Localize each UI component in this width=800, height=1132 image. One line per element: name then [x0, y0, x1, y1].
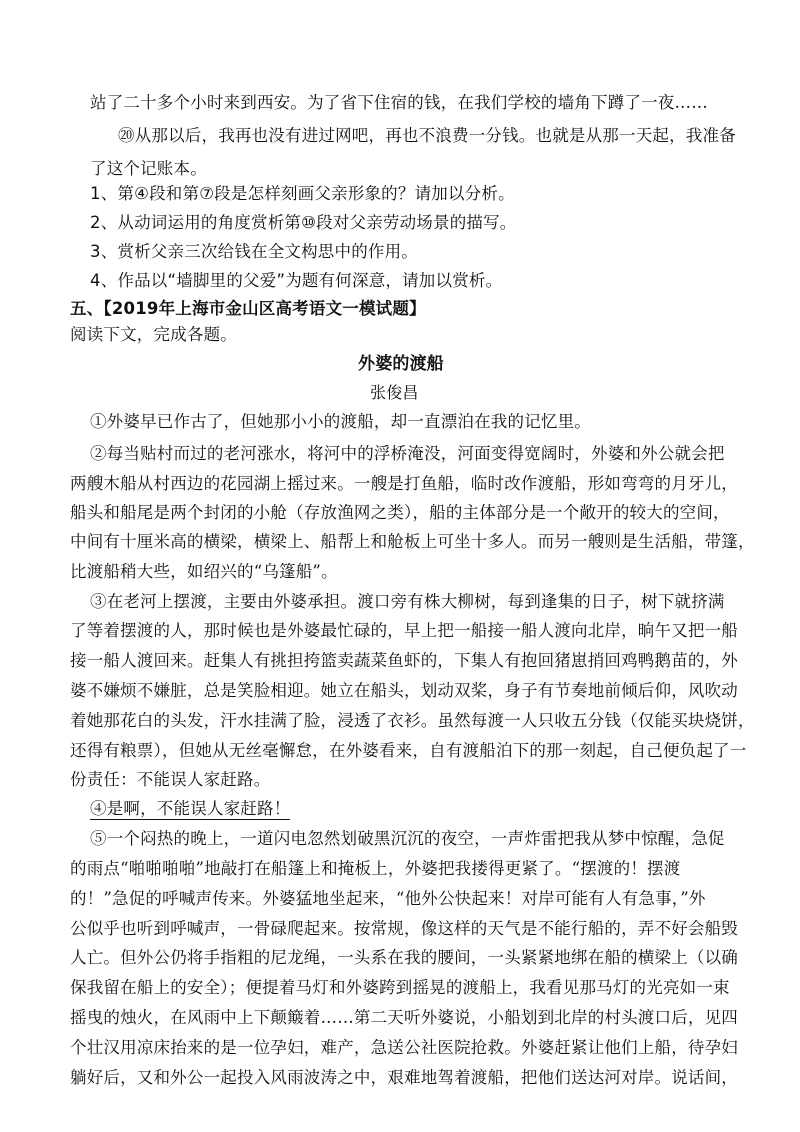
underlined-sentence: ④是啊，不能误人家赶路！: [90, 799, 291, 818]
text-line: 站了二十多个小时来到西安。为了省下住宿的钱，在我们学校的墙角下蹲了一夜……: [90, 93, 708, 112]
text-line: 了等着摆渡的人，那时候也是外婆最忙碌的，早上把一船接一船人渡向北岸，晌午又把一船: [70, 621, 738, 640]
text-line: 中间有十厘米高的横梁，横梁上、船帮上和舱板上可坐十多人。而另一艘则是生活船，带篷，: [70, 532, 755, 551]
question-1: 1、第④段和第⑦段是怎样刻画父亲形象的？请加以分析。: [90, 184, 515, 203]
text-line: 份责任：不能误人家赶路。: [70, 770, 271, 789]
text-line: ⑳从那以后，我再也没有进过网吧，再也不浪费一分钱。也就是从那一天起，我准备: [118, 126, 736, 145]
text-line: ⑤一个闷热的晚上，一道闪电忽然划破黑沉沉的夜空，一声炸雷把我从梦中惊醒，急促: [90, 829, 725, 848]
text-line: 保我留在船上的安全）；便提着马灯和外婆跨到摇晃的渡船上，我看见那马灯的光亮如一束: [70, 978, 730, 997]
text-line: ③在老河上摆渡，主要由外婆承担。渡口旁有株大柳树，每到逢集的日子，树下就挤满: [90, 592, 725, 611]
text-line: 两艘木船从村西边的花园湖上摇过来。一艘是打鱼船，临时改作渡船，形如弯弯的月牙儿，: [70, 474, 738, 493]
text-line: 躺好后，又和外公一起投入风雨波涛之中，艰难地驾着渡船，把他们送达河对岸。说话间，: [70, 1068, 738, 1087]
article-author: 张俊昌: [370, 383, 419, 402]
text-line: ①外婆早已作古了，但她那小小的渡船，却一直漂泊在我的记忆里。: [90, 412, 591, 431]
text-line: 船头和船尾是两个封闭的小舱（存放渔网之类），船的主体部分是一个敞开的较大的空间，: [70, 503, 730, 522]
text-line: 接一船人渡回来。赶集人有挑担挎篮卖蔬菜鱼虾的，下集人有抱回猪崽捎回鸡鸭鹅苗的，外: [70, 651, 738, 670]
question-3: 3、赏析父亲三次给钱在全文构思中的作用。: [90, 242, 418, 261]
text-line: 人亡。但外公仍将手指粗的尼龙绳，一头系在我的腰间，一头紧紧地绑在船的横梁上（以确: [70, 948, 738, 967]
text-line: 个壮汉用凉床抬来的是一位孕妇，难产，急送公社医院抢救。外婆赶紧让他们上船，待孕妇: [70, 1038, 738, 1057]
text-line: 比渡船稍大些，如绍兴的“乌篷船”。: [70, 562, 338, 581]
text-line: 的雨点“啪啪啪啪”地敲打在船篷上和掩板上，外婆把我搂得更紧了。“摆渡的！摆渡: [70, 859, 681, 878]
text-line: 摇曳的烛火，在风雨中上下颠簸着……第二天听外婆说，小船划到北岸的村头渡口后，见四: [70, 1008, 738, 1027]
section-heading: 五、【2019年上海市金山区高考语文一模试题】: [70, 299, 426, 318]
text-line: 婆不嫌烦不嫌脏，总是笑脸相迎。她立在船头，划动双桨，身子有节奏地前倾后仰，风吹动: [70, 681, 738, 700]
text-line: 的！”急促的呼喊声传来。外婆猛地坐起来，“他外公快起来！对岸可能有人有急事，”外: [70, 889, 706, 908]
question-4: 4、作品以“墙脚里的父爱”为题有何深意，请加以赏析。: [90, 271, 503, 290]
text-line: ②每当贴村而过的老河涨水，将河中的浮桥淹没，河面变得宽阔时，外婆和外公就会把: [90, 444, 725, 463]
text-line: 着她那花白的头发，汗水挂满了脸，浸透了衣衫。虽然每渡一人只收五分钱（仅能买块烧饼，: [70, 711, 755, 730]
text-line-underlined: [90, 798, 290, 820]
text-line: 还得有粮票），但她从无丝毫懈怠，在外婆看来，自有渡船泊下的那一刻起，自己便负起了一: [70, 741, 747, 760]
text-line: 了这个记账本。: [90, 159, 207, 178]
question-2: 2、从动词运用的角度赏析第⑩段对父亲劳动场景的描写。: [90, 213, 517, 232]
text-line: 公似乎也听到呼喊声，一骨碌爬起来。按常规，像这样的天气是不能行船的，弄不好会船毁: [70, 919, 738, 938]
instruction: 阅读下文，完成各题。: [70, 325, 237, 344]
article-title: 外婆的渡船: [358, 354, 444, 374]
